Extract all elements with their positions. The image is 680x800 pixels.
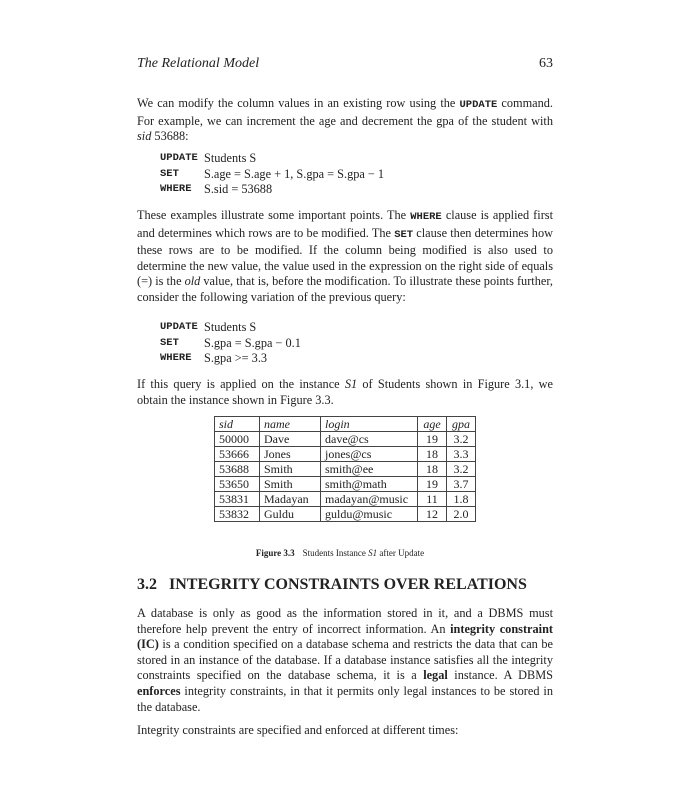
cell-age: 18	[418, 447, 447, 462]
paragraph-update-intro: We can modify the column values in an existing row using the UPDATE command. For example, we can increment the age and decrement the gpa of the student with sid 53688:	[137, 96, 553, 144]
students-table	[214, 416, 476, 522]
cell-login: dave@cs	[321, 432, 418, 447]
cell-gpa: 3.2	[447, 432, 476, 447]
section-number: 3.2	[137, 576, 157, 593]
running-title: The Relational Model	[137, 56, 260, 71]
code-line: SET S.age = S.age + 1, S.gpa = S.gpa − 1	[160, 166, 385, 181]
cell-sid: 50000	[215, 432, 260, 447]
cell-name: Jones	[260, 447, 321, 462]
column-header-gpa: gpa	[447, 417, 476, 432]
cell-age: 12	[418, 507, 447, 522]
paragraph-constraint-times: Integrity constraints are specified and enforced at different times:	[137, 723, 459, 737]
cell-sid: 53650	[215, 477, 260, 492]
page-header	[137, 56, 553, 76]
table-row	[215, 507, 476, 522]
paragraph-important-points: These examples illustrate some important points. The WHERE clause is applied first and determines which rows are to be modified. The SET clause then determines how these rows are to be modified. If the column being modified is also used to determine the new value, the value used in the expression on the right side of equals (=) is the old value, that is, before the modification. To illustrate these points further, consider the following variation of the previous query:	[137, 208, 553, 304]
keyword-update: UPDATE	[459, 99, 498, 111]
table-row	[215, 462, 476, 477]
cell-name: Madayan	[260, 492, 321, 507]
code-line: WHERE S.gpa >= 3.3	[160, 351, 268, 365]
cell-sid: 53666	[215, 447, 260, 462]
figure-caption: Figure 3.3 Students Instance S1 after Update	[255, 548, 425, 558]
cell-gpa: 2.0	[447, 507, 476, 522]
paragraph-instance-intro: If this query is applied on the instance S1 of Students shown in Figure 3.1, we obtain the instance shown in Figure 3.3.	[137, 377, 553, 407]
code-line: UPDATE Students S	[160, 151, 257, 165]
cell-age: 18	[418, 462, 447, 477]
cell-name: Smith	[260, 477, 321, 492]
paragraph-integrity-constraints: A database is only as good as the information stored in it, and a DBMS must therefore help prevent the entry of incorrect information. An integrity constraint (IC) is a condition specified on a database schema and restricts the data that can be stored in an instance of the database. If a database instance satisfies all the integrity constraints specified on the database schema, it is a legal instance. A DBMS enforces integrity constraints, in that it permits only legal instances to be stored in the database.	[137, 606, 554, 714]
column-header-name: name	[260, 417, 321, 432]
cell-login: jones@cs	[321, 447, 418, 462]
table-row	[215, 492, 476, 507]
sql-query-2	[160, 320, 301, 367]
cell-gpa: 1.8	[447, 492, 476, 507]
cell-name: Guldu	[260, 507, 321, 522]
cell-name: Dave	[260, 432, 321, 447]
figure-label: Figure 3.3	[255, 548, 295, 558]
cell-gpa: 3.7	[447, 477, 476, 492]
cell-login: smith@math	[321, 477, 418, 492]
page-number: 63	[539, 56, 553, 71]
column-header-age: age	[418, 417, 447, 432]
cell-age: 19	[418, 477, 447, 492]
column-header-login: login	[321, 417, 418, 432]
cell-sid: 53688	[215, 462, 260, 477]
code-line: WHERE S.sid = 53688	[160, 182, 273, 196]
cell-gpa: 3.3	[447, 447, 476, 462]
column-header-sid: sid	[215, 417, 260, 432]
cell-name: Smith	[260, 462, 321, 477]
code-line: UPDATE Students S	[160, 320, 257, 334]
cell-age: 19	[418, 432, 447, 447]
table-row	[215, 447, 476, 462]
table-row	[215, 477, 476, 492]
code-line: SET S.gpa = S.gpa − 0.1	[160, 335, 301, 350]
cell-sid: 53831	[215, 492, 260, 507]
table-header-row	[215, 417, 476, 432]
section-title: INTEGRITY CONSTRAINTS OVER RELATIONS	[169, 576, 527, 593]
sql-query-1	[160, 151, 384, 198]
cell-login: smith@ee	[321, 462, 418, 477]
cell-login: madayan@music	[321, 492, 418, 507]
cell-login: guldu@music	[321, 507, 418, 522]
cell-sid: 53832	[215, 507, 260, 522]
table-row	[215, 432, 476, 447]
cell-age: 11	[418, 492, 447, 507]
section-heading	[137, 576, 527, 594]
cell-gpa: 3.2	[447, 462, 476, 477]
